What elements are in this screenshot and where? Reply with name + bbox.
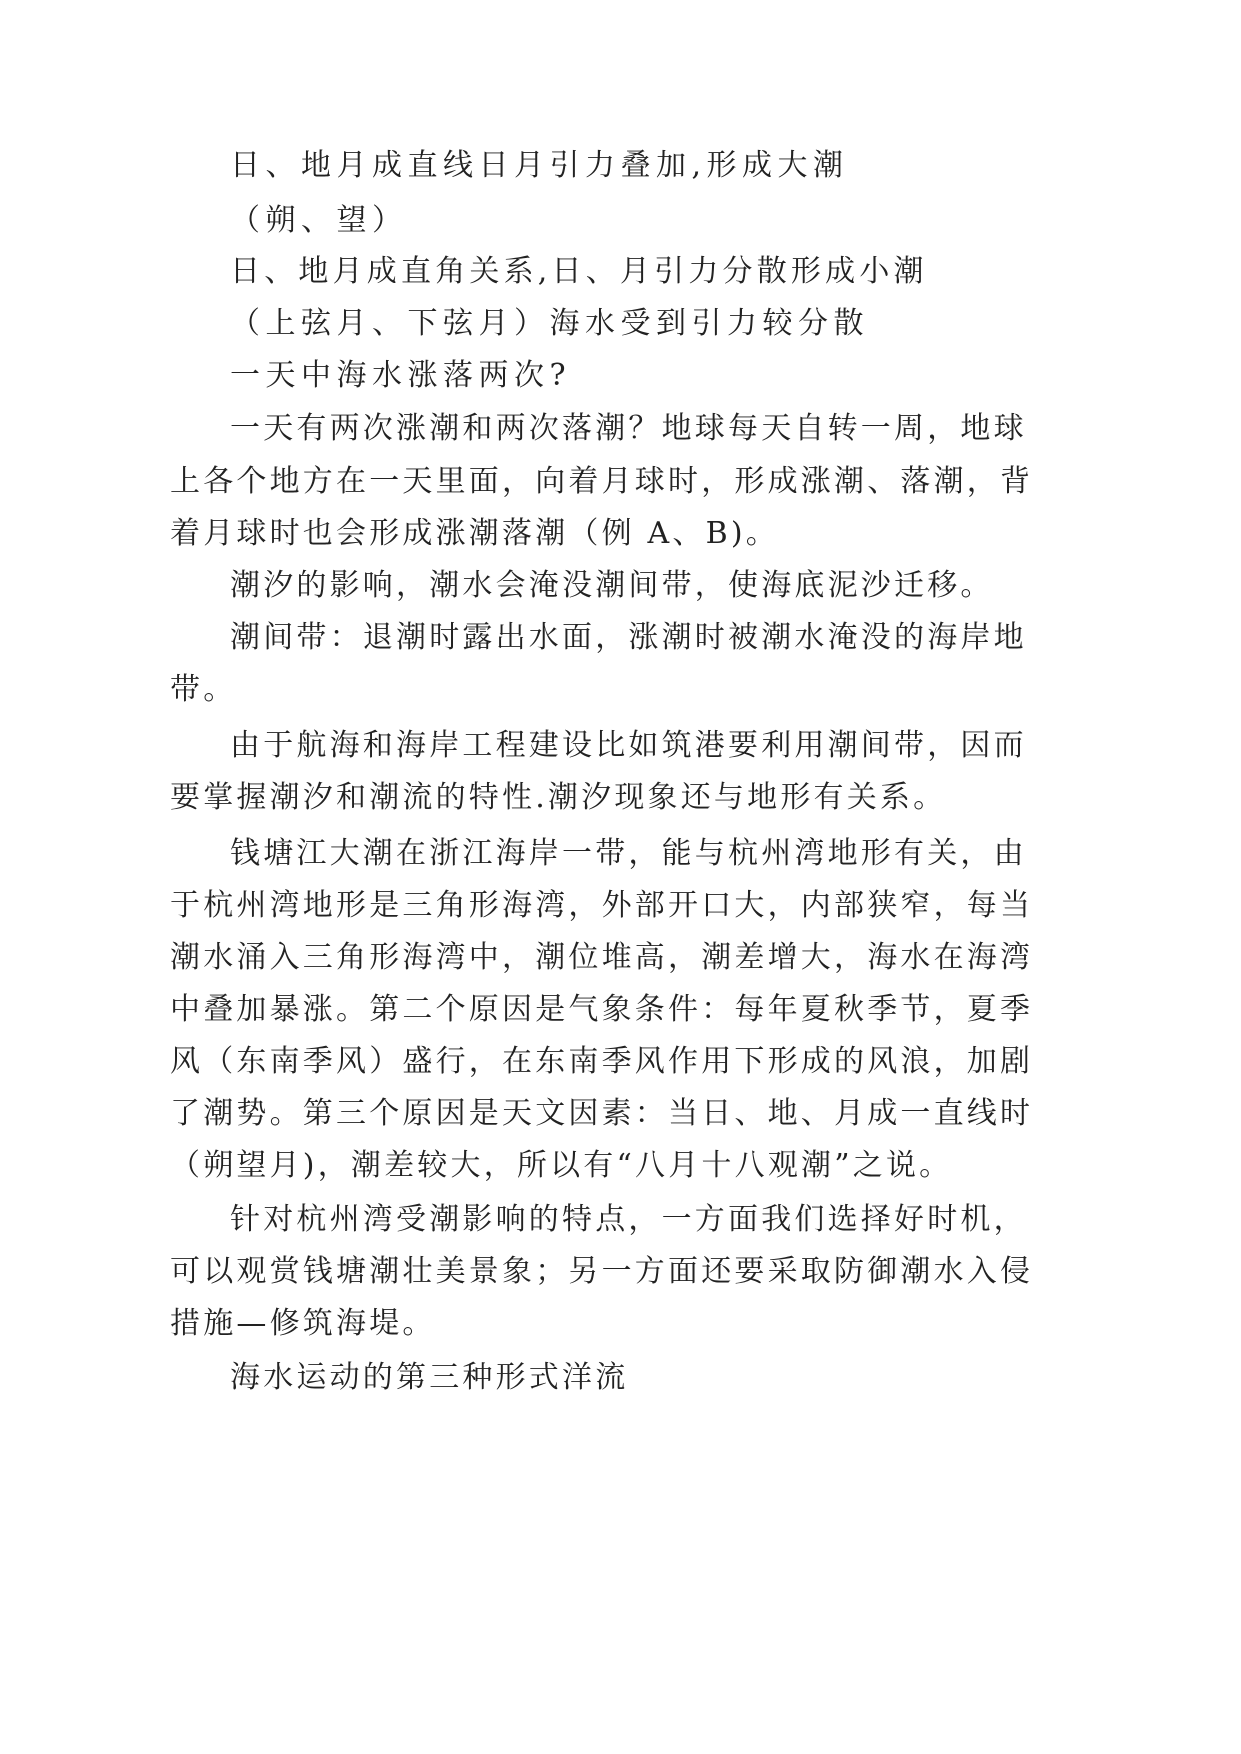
text-line: 措施—修筑海堤。: [170, 1306, 436, 1341]
text-line: 潮汐的影响，潮水会淹没潮间带，使海底泥沙迁移。: [230, 568, 994, 603]
text-line: 可以观赏钱塘潮壮美景象；另一方面还要采取防御潮水入侵: [170, 1254, 1034, 1289]
text-line: 上各个地方在一天里面，向着月球时，形成涨潮、落潮，背: [170, 464, 1034, 499]
text-line: 了潮势。第三个原因是天文因素：当日、地、月成一直线时: [170, 1096, 1034, 1131]
text-line: 一天有两次涨潮和两次落潮？地球每天自转一周，地球: [230, 411, 1027, 446]
text-line: 潮水涌入三角形海湾中，潮位堆高，潮差增大，海水在海湾: [170, 940, 1034, 975]
text-line: 一天中海水涨落两次?: [230, 358, 572, 393]
text-line: 由于航海和海岸工程建设比如筑港要利用潮间带，因而: [230, 728, 1027, 763]
text-line: （朔望月)，潮差较大，所以有“八月十八观潮”之说。: [170, 1148, 953, 1183]
text-line: 钱塘江大潮在浙江海岸一带，能与杭州湾地形有关，由: [230, 836, 1027, 871]
text-line: 海水运动的第三种形式洋流: [230, 1360, 629, 1395]
text-line: 日、地月成直线日月引力叠加,形成大潮: [230, 148, 849, 183]
text-line: 要掌握潮汐和潮流的特性.潮汐现象还与地形有关系。: [170, 780, 947, 815]
text-line: 潮间带：退潮时露出水面，涨潮时被潮水淹没的海岸地: [230, 620, 1027, 655]
text-line: 带。: [170, 672, 237, 707]
text-line: 于杭州湾地形是三角形海湾，外部开口大，内部狭窄，每当: [170, 888, 1034, 923]
text-line: 着月球时也会形成涨潮落潮（例 A、B)。: [170, 516, 779, 551]
text-line: 针对杭州湾受潮影响的特点，一方面我们选择好时机，: [230, 1202, 1027, 1237]
text-line: 日、地月成直角关系,日、月引力分散形成小潮: [230, 254, 928, 289]
text-line: 风（东南季风）盛行，在东南季风作用下形成的风浪，加剧: [170, 1044, 1034, 1079]
text-line: （上弦月、下弦月）海水受到引力较分散: [230, 306, 869, 341]
text-line: 中叠加暴涨。第二个原因是气象条件：每年夏秋季节，夏季: [170, 992, 1034, 1027]
text-line: （朔、望）: [230, 203, 408, 238]
